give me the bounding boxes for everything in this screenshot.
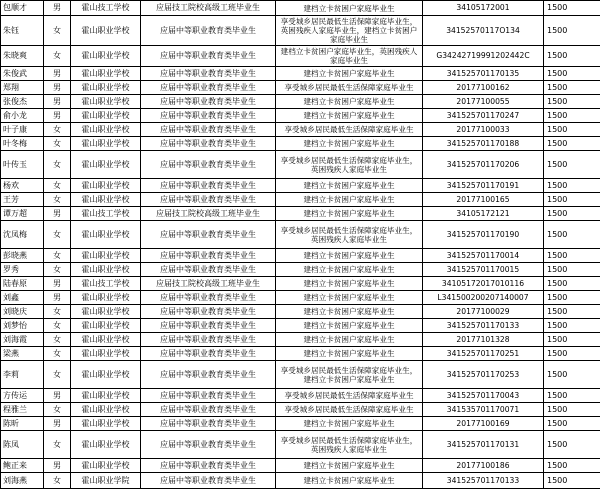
cell-amount: 1500 <box>544 361 600 389</box>
table-row <box>1 179 600 193</box>
cell-subsidy: 建档立卡贫困户家庭毕业生 <box>276 109 423 123</box>
table-row <box>1 389 600 403</box>
cell-subsidy: 享受城乡居民最低生活保障家庭毕业生，英困残疾人家庭毕业生，建档立卡贫困户家庭毕业生 <box>276 16 423 46</box>
cell-id: 20177100186 <box>423 459 544 473</box>
cell-gender: 女 <box>44 403 71 417</box>
cell-name: 梁燕 <box>1 347 44 361</box>
cell-school: 霍山职业学校 <box>71 179 141 193</box>
cell-name: 叶冬梅 <box>1 137 44 151</box>
cell-name: 包顺才 <box>1 1 44 16</box>
cell-name: 朱晓爽 <box>1 46 44 67</box>
cell-subsidy: 建档立卡贫困户家庭毕业生 <box>276 347 423 361</box>
cell-school: 霍山技工学校 <box>71 1 141 16</box>
cell-id: L341500200207140007 <box>423 291 544 305</box>
cell-gender: 男 <box>44 417 71 431</box>
cell-gender: 女 <box>44 347 71 361</box>
cell-subsidy: 建档立卡贫困户家庭毕业生 <box>276 67 423 81</box>
cell-amount: 1500 <box>544 207 600 221</box>
cell-gender: 女 <box>44 179 71 193</box>
cell-category: 应届技工院校高级工班毕业生 <box>141 277 276 291</box>
cell-school: 霍山职业学校 <box>71 459 141 473</box>
cell-category: 应届中等职业教育类毕业生 <box>141 473 276 489</box>
cell-category: 应届中等职业教育类毕业生 <box>141 347 276 361</box>
cell-category: 应届中等职业教育类毕业生 <box>141 67 276 81</box>
cell-gender: 女 <box>44 151 71 179</box>
cell-gender: 男 <box>44 95 71 109</box>
cell-school: 霍山职业学校 <box>71 221 141 249</box>
cell-gender: 女 <box>44 46 71 67</box>
cell-category: 应届技工院校高级工班毕业生 <box>141 207 276 221</box>
table-row <box>1 361 600 389</box>
cell-category: 应届中等职业教育类毕业生 <box>141 81 276 95</box>
cell-category: 应届中等职业教育类毕业生 <box>141 403 276 417</box>
cell-subsidy: 建档立卡贫困户家庭毕业生 <box>276 137 423 151</box>
cell-school: 霍山技工学校 <box>71 207 141 221</box>
table-row <box>1 151 600 179</box>
cell-id: 20177100165 <box>423 193 544 207</box>
cell-id: 20177100033 <box>423 123 544 137</box>
cell-subsidy: 建档立卡贫困户家庭毕业生 <box>276 333 423 347</box>
cell-school: 霍山职业学校 <box>71 109 141 123</box>
cell-subsidy: 享受城乡居民最低生活保障家庭毕业生 <box>276 389 423 403</box>
table-row <box>1 431 600 459</box>
cell-id: 34105172001 <box>423 1 544 16</box>
cell-gender: 女 <box>44 333 71 347</box>
cell-amount: 1500 <box>544 263 600 277</box>
cell-subsidy: 建档立卡贫困户家庭毕业生 <box>276 249 423 263</box>
cell-amount: 1500 <box>544 151 600 179</box>
cell-gender: 女 <box>44 431 71 459</box>
cell-gender: 男 <box>44 81 71 95</box>
cell-subsidy: 建档立卡贫困户家庭毕业生 <box>276 291 423 305</box>
cell-gender: 女 <box>44 263 71 277</box>
cell-subsidy: 享受城乡居民最低生活保障家庭毕业生，英困残疾人家庭毕业生 <box>276 151 423 179</box>
cell-category: 应届中等职业教育类毕业生 <box>141 305 276 319</box>
cell-name: 叶传玉 <box>1 151 44 179</box>
cell-subsidy: 建档立卡贫困户家庭毕业生 <box>276 263 423 277</box>
cell-gender: 男 <box>44 277 71 291</box>
cell-subsidy: 建档立卡贫困户家庭毕业生 <box>276 305 423 319</box>
cell-subsidy: 建档立卡贫困户家庭毕业生 <box>276 193 423 207</box>
cell-gender: 女 <box>44 319 71 333</box>
cell-name: 俞小龙 <box>1 109 44 123</box>
cell-subsidy: 享受城乡居民最低生活保障家庭毕业生 <box>276 403 423 417</box>
cell-school: 霍山职业学校 <box>71 305 141 319</box>
cell-amount: 1500 <box>544 46 600 67</box>
table-row <box>1 46 600 67</box>
cell-id: 34105172017010116 <box>423 277 544 291</box>
cell-amount: 1500 <box>544 67 600 81</box>
cell-amount: 1500 <box>544 95 600 109</box>
table-row <box>1 319 600 333</box>
cell-category: 应届中等职业教育类毕业生 <box>141 179 276 193</box>
cell-name: 杨欢 <box>1 179 44 193</box>
cell-amount: 1500 <box>544 459 600 473</box>
cell-name: 朱俊武 <box>1 67 44 81</box>
cell-school: 霍山职业学校 <box>71 46 141 67</box>
cell-name: 陈昕 <box>1 417 44 431</box>
cell-id: 341525701170190 <box>423 221 544 249</box>
cell-gender: 女 <box>44 249 71 263</box>
cell-name: 谭万超 <box>1 207 44 221</box>
cell-category: 应届中等职业教育类毕业生 <box>141 137 276 151</box>
cell-subsidy: 享受城乡居民最低生活保障家庭毕业生 <box>276 123 423 137</box>
cell-amount: 1500 <box>544 305 600 319</box>
table-row <box>1 417 600 431</box>
cell-id: G34242719991202442C <box>423 46 544 67</box>
cell-gender: 男 <box>44 109 71 123</box>
cell-amount: 1500 <box>544 137 600 151</box>
cell-school: 霍山职业学校 <box>71 417 141 431</box>
cell-name: 郑翔 <box>1 81 44 95</box>
cell-school: 霍山职业学校 <box>71 151 141 179</box>
cell-name: 叶子康 <box>1 123 44 137</box>
cell-subsidy: 享受城乡居民最低生活保障家庭毕业生 <box>276 81 423 95</box>
cell-category: 应届中等职业教育类毕业生 <box>141 389 276 403</box>
cell-name: 陆春原 <box>1 277 44 291</box>
cell-subsidy: 建档立卡贫困户家庭毕业生 <box>276 417 423 431</box>
cell-amount: 1500 <box>544 389 600 403</box>
cell-category: 应届中等职业教育类毕业生 <box>141 16 276 46</box>
cell-school: 霍山职业学校 <box>71 67 141 81</box>
cell-id: 20177100055 <box>423 95 544 109</box>
cell-school: 霍山职业学校 <box>71 16 141 46</box>
cell-school: 霍山职业学校 <box>71 123 141 137</box>
table-row <box>1 347 600 361</box>
cell-amount: 1500 <box>544 1 600 16</box>
cell-name: 刘梦怡 <box>1 319 44 333</box>
cell-name: 方传运 <box>1 389 44 403</box>
cell-id: 34152570117O134 <box>423 16 544 46</box>
cell-gender: 女 <box>44 123 71 137</box>
cell-gender: 女 <box>44 473 71 489</box>
cell-name: 刘鑫 <box>1 291 44 305</box>
cell-subsidy: 建档立卡贫困户家庭毕业生，英困残疾人家庭毕业生 <box>276 46 423 67</box>
cell-id: 341525701170251 <box>423 347 544 361</box>
cell-name: 刘海霞 <box>1 333 44 347</box>
table-row <box>1 207 600 221</box>
cell-name: 程雅兰 <box>1 403 44 417</box>
cell-gender: 女 <box>44 16 71 46</box>
cell-name: 张俊杰 <box>1 95 44 109</box>
cell-name: 彭晓燕 <box>1 249 44 263</box>
cell-id: 341525701170015 <box>423 263 544 277</box>
cell-school: 霍山职业学校 <box>71 389 141 403</box>
table-row <box>1 81 600 95</box>
cell-school: 霍山职业学校 <box>71 249 141 263</box>
table-row <box>1 277 600 291</box>
cell-category: 应届技工院校高级工班毕业生 <box>141 1 276 16</box>
cell-name: 朱钰 <box>1 16 44 46</box>
cell-amount: 1500 <box>544 81 600 95</box>
cell-subsidy: 享受城乡居民最低生活保障家庭毕业生，英困残疾人家庭毕业生 <box>276 221 423 249</box>
cell-category: 应届中等职业教育类毕业生 <box>141 333 276 347</box>
cell-category: 应届中等职业教育类毕业生 <box>141 123 276 137</box>
cell-id: 341525701170133 <box>423 319 544 333</box>
table-row <box>1 1 600 16</box>
cell-category: 应届中等职业教育类毕业生 <box>141 249 276 263</box>
cell-school: 霍山职业学校 <box>71 347 141 361</box>
cell-name: 鲍正来 <box>1 459 44 473</box>
cell-subsidy: 建档立卡贫困户家庭毕业生 <box>276 207 423 221</box>
cell-category: 应届中等职业教育类毕业生 <box>141 151 276 179</box>
table-row <box>1 333 600 347</box>
table-row <box>1 137 600 151</box>
cell-id: 20177101328 <box>423 333 544 347</box>
cell-gender: 男 <box>44 67 71 81</box>
table-row <box>1 16 600 46</box>
cell-subsidy: 享受城乡居民最低生活保障家庭毕业生，建档立卡贫困户家庭毕业生 <box>276 361 423 389</box>
cell-id: 34105172121 <box>423 207 544 221</box>
cell-amount: 1500 <box>544 193 600 207</box>
table-body <box>1 1 600 489</box>
cell-subsidy: 建档立卡贫困户家庭毕业生 <box>276 319 423 333</box>
table-row <box>1 95 600 109</box>
cell-amount: 1500 <box>544 403 600 417</box>
cell-amount: 1500 <box>544 431 600 459</box>
cell-gender: 男 <box>44 291 71 305</box>
cell-school: 霍山职业学校 <box>71 403 141 417</box>
cell-subsidy: 建档立卡贫困户家庭毕业生 <box>276 179 423 193</box>
cell-category: 应届中等职业教育类毕业生 <box>141 263 276 277</box>
cell-amount: 1500 <box>544 347 600 361</box>
cell-school: 霍山职业学校 <box>71 319 141 333</box>
table-row <box>1 403 600 417</box>
cell-gender: 男 <box>44 459 71 473</box>
cell-category: 应届中等职业教育类毕业生 <box>141 109 276 123</box>
cell-id: 341525701170135 <box>423 67 544 81</box>
table-row <box>1 305 600 319</box>
cell-category: 应届中等职业教育类毕业生 <box>141 291 276 305</box>
cell-amount: 1500 <box>544 123 600 137</box>
cell-subsidy: 建档立卡贫困户家庭毕业生 <box>276 473 423 489</box>
cell-category: 应届中等职业教育类毕业生 <box>141 46 276 67</box>
cell-name: 李莉 <box>1 361 44 389</box>
cell-amount: 1500 <box>544 179 600 193</box>
cell-subsidy: 建档立卡贫困户家庭毕业生 <box>276 1 423 16</box>
cell-school: 霍山职业学校 <box>71 95 141 109</box>
cell-amount: 1500 <box>544 333 600 347</box>
table-row <box>1 459 600 473</box>
cell-gender: 女 <box>44 137 71 151</box>
cell-name: 罗秀 <box>1 263 44 277</box>
table-row <box>1 193 600 207</box>
cell-id: 341525701170253 <box>423 361 544 389</box>
table-row <box>1 473 600 489</box>
table-row <box>1 291 600 305</box>
cell-subsidy: 建档立卡贫困户家庭毕业生 <box>276 277 423 291</box>
cell-gender: 女 <box>44 305 71 319</box>
cell-school: 霍山职业学校 <box>71 193 141 207</box>
cell-amount: 1500 <box>544 417 600 431</box>
table-row <box>1 249 600 263</box>
cell-amount: 1500 <box>544 277 600 291</box>
cell-school: 霍山职业学校 <box>71 263 141 277</box>
cell-amount: 1500 <box>544 249 600 263</box>
cell-amount: 1500 <box>544 221 600 249</box>
cell-school: 霍山职业学校 <box>71 81 141 95</box>
cell-gender: 男 <box>44 389 71 403</box>
cell-school: 霍山职业学校 <box>71 431 141 459</box>
cell-id: 341525701170043 <box>423 389 544 403</box>
table-row <box>1 67 600 81</box>
cell-subsidy: 建档立卡贫困户家庭毕业生 <box>276 459 423 473</box>
cell-category: 应届中等职业教育类毕业生 <box>141 417 276 431</box>
cell-gender: 女 <box>44 221 71 249</box>
cell-category: 应届中等职业教育类毕业生 <box>141 221 276 249</box>
cell-id: 20177100162 <box>423 81 544 95</box>
cell-gender: 男 <box>44 1 71 16</box>
cell-category: 应届中等职业教育类毕业生 <box>141 319 276 333</box>
cell-id: 341525701170191 <box>423 179 544 193</box>
cell-id: 341535701170071 <box>423 403 544 417</box>
cell-school: 霍山职业学校 <box>71 291 141 305</box>
cell-id: 341525701170014 <box>423 249 544 263</box>
cell-subsidy: 享受城乡居民最低生活保障家庭毕业生，英困残疾人家庭毕业生 <box>276 431 423 459</box>
cell-amount: 1500 <box>544 319 600 333</box>
cell-category: 应届中等职业教育类毕业生 <box>141 459 276 473</box>
cell-id: 20177100169 <box>423 417 544 431</box>
cell-name: 陈凤 <box>1 431 44 459</box>
table-row <box>1 123 600 137</box>
cell-gender: 男 <box>44 207 71 221</box>
cell-school: 霍山职业学校 <box>71 361 141 389</box>
cell-school: 霍山职业学校 <box>71 333 141 347</box>
cell-amount: 1500 <box>544 109 600 123</box>
cell-name: 刘晓庆 <box>1 305 44 319</box>
cell-id: 341525701170247 <box>423 109 544 123</box>
cell-school: 霍山技工学校 <box>71 277 141 291</box>
cell-subsidy: 建档立卡贫困户家庭毕业生 <box>276 95 423 109</box>
cell-amount: 1500 <box>544 473 600 489</box>
cell-school: 霍山职业学校 <box>71 137 141 151</box>
cell-id: 341525701170206 <box>423 151 544 179</box>
cell-amount: 1500 <box>544 16 600 46</box>
cell-id: 341525701170133 <box>423 473 544 489</box>
table-row <box>1 221 600 249</box>
cell-name: 刘海燕 <box>1 473 44 489</box>
cell-name: 王芳 <box>1 193 44 207</box>
cell-category: 应届中等职业教育类毕业生 <box>141 193 276 207</box>
cell-school: 霍山职业学院 <box>71 473 141 489</box>
cell-gender: 女 <box>44 193 71 207</box>
table-row <box>1 109 600 123</box>
cell-amount: 1500 <box>544 291 600 305</box>
cell-id: 341525701170188 <box>423 137 544 151</box>
cell-gender: 女 <box>44 361 71 389</box>
cell-id: 20177100029 <box>423 305 544 319</box>
cell-category: 应届中等职业教育类毕业生 <box>141 431 276 459</box>
cell-category: 应届中等职业教育类毕业生 <box>141 95 276 109</box>
cell-name: 沈凤梅 <box>1 221 44 249</box>
cell-id: 341525701170131 <box>423 431 544 459</box>
cell-category: 应届中等职业教育类毕业生 <box>141 361 276 389</box>
table-row <box>1 263 600 277</box>
